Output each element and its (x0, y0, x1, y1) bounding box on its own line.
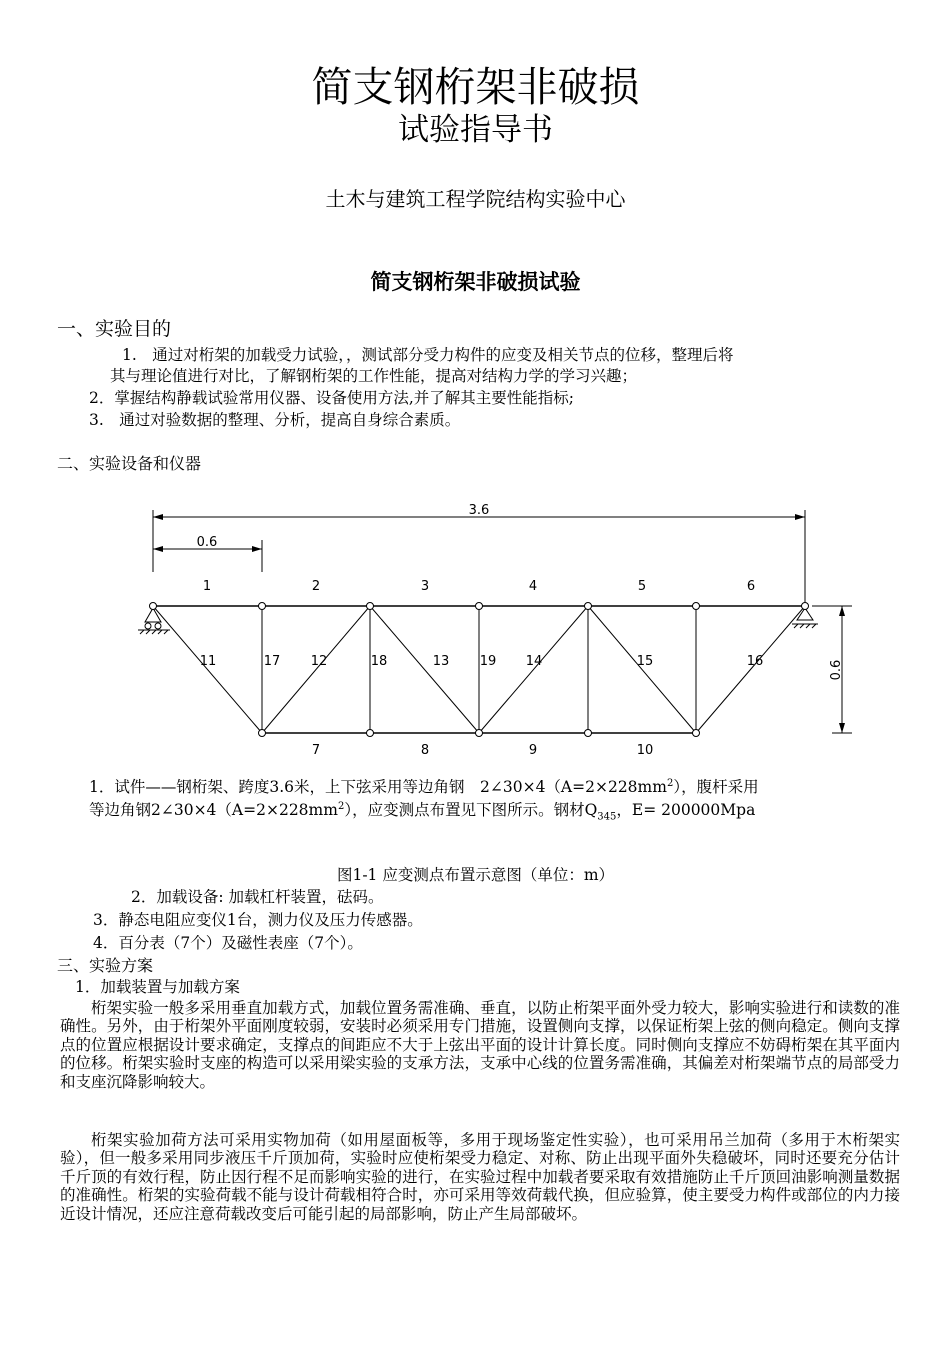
member-14 (479, 606, 588, 733)
panel-label: 0.6 (196, 535, 218, 550)
top-chord-label-5: 5 (637, 579, 647, 594)
bottom-chord-label-8: 8 (420, 743, 430, 758)
section-1-title: 一、实验目的 (57, 318, 172, 340)
figure-caption: 图1-1 应变测点布置示意图（单位：m） (336, 866, 615, 884)
height-label: 0.6 (829, 659, 844, 681)
section-2-title: 二、实验设备和仪器 (57, 454, 202, 473)
member-16 (696, 606, 805, 733)
bottom-chord-label-10: 10 (636, 743, 654, 758)
section-3-paragraph-1: 桁架实验一般多采用垂直加载方式，加载位置务需准确、垂直，以防止桁架平面外受力较大，影响实验进行和读数的准确性。另外，由于桁架外平面刚度较弱，安装时必须采用专门措施，设置侧向支撑，以保证桁架上弦的侧向稳定。侧向支撑点的位置应根据设计要求确定，支撑点的间距应不大于上弦出平面的设计计算长度。同时侧向支撑应不妨碍桁架在其平面内的位移。桁架实验时支座的构造可以采用梁实验的支承方法，支承中心线的位置务需准确，其偏差对桁架端节点的局部受力和支座沉降影响较大。 (60, 999, 900, 1091)
section-2-item-1-line-2: 等边角钢$2\angle 30\times 4(A=2\times 228mm^2)$，应变测点布置见下图所示。钢材$Q_{345}$，E= 200000Mpa (89, 801, 756, 823)
diagonal-label-15: 15 (636, 654, 654, 669)
vertical-label-18: 18 (370, 654, 388, 669)
span-label: 3.6 (468, 503, 490, 518)
bottom-chord-label-9: 9 (528, 743, 538, 758)
top-chord-label-2: 2 (311, 579, 321, 594)
member-13 (370, 606, 479, 733)
section-2-item-2: 2．加载设备: 加载杠杆装置，砝码。 (131, 888, 384, 906)
section-2-item-1-line-1: 1．试件——钢桁架、跨度3.6米，上下弦采用等边角钢 $2\angle 30\times 4(A=2\times 228mm^2)$，腹杆采用 (89, 778, 759, 797)
diagonal-label-11: 11 (199, 654, 217, 669)
vertical-label-17: 17 (263, 654, 281, 669)
document-subtitle: 试验指导书 (398, 112, 553, 148)
support-right (792, 608, 818, 628)
experiment-heading: 简支钢桁架非破损试验 (370, 270, 581, 294)
section-3-sub-1: 1．加载装置与加载方案 (75, 978, 240, 996)
truss-figure (0, 495, 951, 770)
document-title: 简支钢桁架非破损 (311, 63, 640, 111)
bottom-chord-label-7: 7 (311, 743, 321, 758)
top-chord-label-3: 3 (420, 579, 430, 594)
member-15 (588, 606, 696, 733)
support-left (138, 608, 170, 634)
member-12 (262, 606, 370, 733)
department-name: 土木与建筑工程学院结构实验中心 (325, 187, 626, 211)
section-2-item-3: 3．静态电阻应变仪1台，测力仪及压力传感器。 (93, 911, 423, 929)
diagonal-label-14: 14 (525, 654, 543, 669)
section-3-title: 三、实验方案 (57, 956, 154, 975)
diagonal-label-16: 16 (746, 654, 764, 669)
diagonal-label-13: 13 (432, 654, 450, 669)
section-1-item-1-line-2: 其与理论值进行对比，了解钢桁架的工作性能，提高对结构力学的学习兴趣； (110, 367, 638, 385)
top-chord-label-1: 1 (202, 579, 212, 594)
vertical-label-19: 19 (479, 654, 497, 669)
section-1-item-2: 2．掌握结构静载试验常用仪器、设备使用方法,并了解其主要性能指标; (89, 389, 575, 407)
top-chord-label-6: 6 (746, 579, 756, 594)
section-1-item-1-line-1: 1. 通过对桁架的加载受力试验，，测试部分受力构件的应变及相关节点的位移，整理后将 (122, 346, 734, 364)
top-chord-label-4: 4 (528, 579, 538, 594)
diagonal-label-12: 12 (310, 654, 328, 669)
section-3-paragraph-2: 桁架实验加荷方法可采用实物加荷（如用屋面板等，多用于现场鉴定性实验），也可采用吊兰加荷（多用于木桁架实验），但一般多采用同步液压千斤顶加荷，实验时应使桁架受力稳定、对称、防止出现平面外失稳破坏，同时还要充分估计千斤顶的有效行程，防止因行程不足而影响实验的进行，在实验过程中加载者要采取有效措施防止千斤顶回油影响测量数据的准确性。桁架的实验荷载不能与设计荷载相符合时，亦可采用等效荷载代换，但应验算，使主要受力构件或部位的内力接近设计情况，还应注意荷载改变后可能引起的局部影响，防止产生局部破坏。 (60, 1131, 900, 1223)
section-1-item-3: 3. 通过对验数据的整理、分析，提高自身综合素质。 (89, 411, 461, 429)
section-2-item-4: 4．百分表（7个）及磁性表座（7个）。 (93, 934, 363, 952)
member-11 (153, 606, 262, 733)
